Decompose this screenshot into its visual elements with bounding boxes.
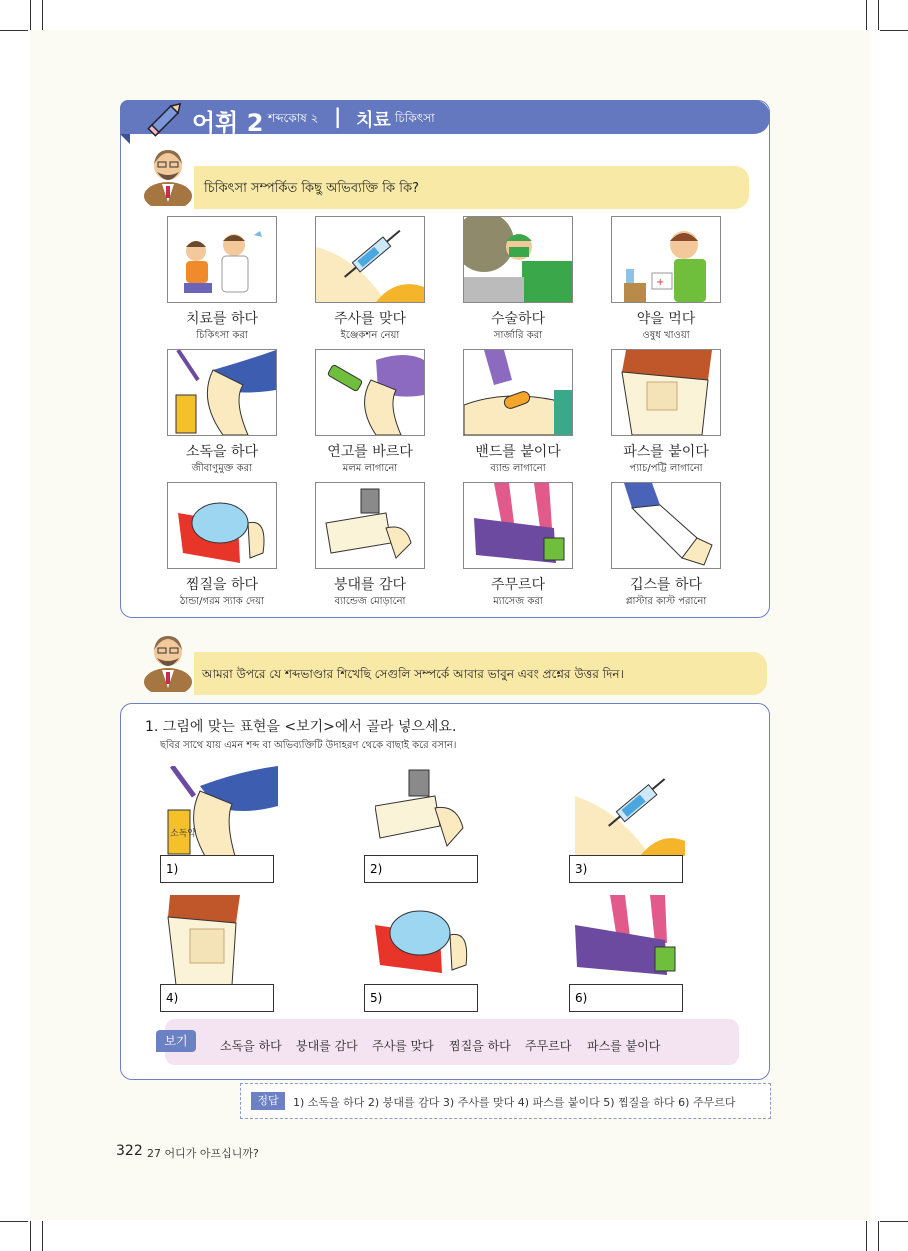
exercise-illustration xyxy=(575,895,715,985)
cast-illustration xyxy=(612,483,720,568)
vocab-card xyxy=(604,482,754,612)
question-title: 1. 그림에 맞는 표현을 <보기>에서 골라 넣으세요. xyxy=(145,719,457,735)
answer-blank[interactable] xyxy=(364,984,478,1012)
blank-number: 1) xyxy=(166,862,179,876)
vocab-korean: 약을 먹다 xyxy=(636,311,696,327)
exercise-illustration xyxy=(575,766,715,856)
vocab-korean: 붕대를 감다 xyxy=(333,577,407,593)
crop-mark xyxy=(0,30,28,31)
section-header xyxy=(120,100,770,137)
answer-blank[interactable] xyxy=(569,855,683,883)
exercise-illustration xyxy=(160,895,300,985)
vocab-card xyxy=(604,216,754,346)
vocab-bengali: ব্যান্ডেজ মোড়ানো xyxy=(334,596,406,607)
crop-mark xyxy=(878,0,879,30)
vocab-illustration xyxy=(167,216,277,303)
header-topic-bn: চিকিৎসা xyxy=(395,111,435,125)
vocab-korean: 수술하다 xyxy=(490,311,546,327)
answer-key-label: 정답 xyxy=(251,1092,285,1110)
vocab-korean: 연고를 바르다 xyxy=(327,444,413,460)
vocab-card xyxy=(160,216,310,346)
compress-illustration xyxy=(168,483,276,568)
speech-bubble xyxy=(194,652,767,695)
vocab-card xyxy=(456,482,606,612)
vocab-illustration xyxy=(463,482,573,569)
vocab-illustration xyxy=(611,349,721,436)
exercise-illustration xyxy=(370,895,510,985)
vocab-card xyxy=(160,482,310,612)
crop-mark xyxy=(0,1221,28,1222)
example-item: 파스를 붙이다 xyxy=(587,1039,661,1053)
example-item: 주사를 맞다 xyxy=(372,1039,434,1053)
example-item: 주무르다 xyxy=(525,1039,572,1053)
vocab-bengali: ম্যাসেজ করা xyxy=(493,596,543,607)
svg-text:+: + xyxy=(656,277,665,288)
exercise-illustration xyxy=(160,766,300,856)
patch-illustration xyxy=(612,350,720,435)
example-item: 소독을 하다 xyxy=(220,1039,282,1053)
chapter-title: 27 어디가 아프십니까? xyxy=(147,1147,259,1160)
vocab-illustration xyxy=(315,216,425,303)
prompt-text: আমরা উপরে যে শব্দভাণ্ডার শিখেছি সেগুলি সম্পর্কে আবার ভাবুন এবং প্রশ্নের উত্তর দিন। xyxy=(202,667,624,681)
answer-blank[interactable] xyxy=(569,984,683,1012)
ointment-illustration xyxy=(316,350,424,435)
speech-bubble xyxy=(194,166,749,209)
vocab-korean: 깁스를 하다 xyxy=(629,577,703,593)
header-subtitle: শব্দকোষ ২ xyxy=(268,111,319,125)
vocab-bengali: মলম লাগানো xyxy=(342,463,398,474)
vocab-card xyxy=(604,349,754,479)
patch-illustration xyxy=(160,895,300,985)
sample-label: 소독약 xyxy=(170,829,197,839)
vocab-illustration xyxy=(463,216,573,303)
vocab-bengali: ঠান্ডা/গরম স্যাক দেয়া xyxy=(180,596,264,607)
vocab-card xyxy=(308,349,458,479)
crop-mark xyxy=(30,0,31,30)
vocab-illustration xyxy=(167,349,277,436)
vocab-illustration xyxy=(167,482,277,569)
teacher-avatar xyxy=(140,626,196,692)
vocab-card xyxy=(308,216,458,346)
prompt-text: চিকিৎসা সম্পর্কিত কিছু অভিব্যক্তি কি কি? xyxy=(204,181,419,196)
injection-illustration xyxy=(575,766,715,856)
vocab-bengali: প্যাচ/পট্টি লাগানো xyxy=(629,463,703,474)
blank-number: 2) xyxy=(370,862,383,876)
vocab-korean: 치료를 하다 xyxy=(185,311,259,327)
pencil-icon xyxy=(146,98,186,138)
crop-mark xyxy=(866,0,867,30)
crop-mark xyxy=(878,1221,879,1251)
vocab-card xyxy=(456,216,606,346)
crop-mark xyxy=(42,0,43,30)
vocab-card xyxy=(456,349,606,479)
page-number: 322 xyxy=(116,1143,143,1159)
vocab-bengali: সার্জারি করা xyxy=(493,330,543,341)
vocab-bengali: জীবাণুমুক্ত করা xyxy=(191,463,253,474)
massage-illustration xyxy=(464,483,572,568)
doctor-treatment-illustration xyxy=(168,217,276,302)
question-subtitle: ছবির সাথে যায় এমন শব্দ বা অভিব্যক্তিটি উদাহরণ থেকে বাছাই করে বসান। xyxy=(160,740,457,751)
blank-number: 6) xyxy=(575,991,588,1005)
bandage-illustration xyxy=(464,350,572,435)
answer-blank[interactable] xyxy=(364,855,478,883)
wrap-bandage-illustration xyxy=(316,483,424,568)
example-item: 찜질을 하다 xyxy=(449,1039,511,1053)
vocab-illustration xyxy=(463,349,573,436)
blank-number: 4) xyxy=(166,991,179,1005)
vocab-bengali: চিকিৎসা করা xyxy=(196,330,248,341)
injection-illustration xyxy=(316,217,424,302)
disinfect-illustration xyxy=(168,350,276,435)
vocab-korean: 찜질을 하다 xyxy=(185,577,259,593)
header-topic: 치료 xyxy=(356,110,391,131)
vocab-korean: 소독을 하다 xyxy=(185,444,259,460)
vocab-illustration xyxy=(611,216,721,303)
vocab-korean: 주무르다 xyxy=(490,577,546,593)
surgery-illustration xyxy=(464,217,572,302)
teacher-avatar xyxy=(140,140,196,206)
crop-mark xyxy=(866,1221,867,1251)
answer-blank[interactable] xyxy=(160,984,274,1012)
blank-number: 5) xyxy=(370,991,383,1005)
exercise-illustration xyxy=(375,766,515,856)
medicine-illustration xyxy=(612,217,720,302)
example-label: 보기 xyxy=(156,1030,196,1052)
vocab-illustration xyxy=(315,349,425,436)
vocab-korean: 밴드를 붙이다 xyxy=(475,444,561,460)
massage-illustration xyxy=(575,895,715,985)
crop-mark xyxy=(30,1221,31,1251)
blank-number: 3) xyxy=(575,862,588,876)
wrap-bandage-illustration xyxy=(375,766,515,856)
vocab-bengali: ইঞ্জেকশন নেয়া xyxy=(340,330,400,341)
vocab-bengali: প্লাস্টার কাস্ট পরানো xyxy=(625,596,707,607)
vocab-card xyxy=(160,349,310,479)
crop-mark xyxy=(880,30,908,31)
vocab-korean: 파스를 붙이다 xyxy=(623,444,709,460)
vocab-bengali: ব্যান্ড লাগানো xyxy=(490,463,546,474)
answer-key-text: 1) 소독을 하다 2) 붕대를 감다 3) 주사를 맞다 4) 파스를 붙이다 5) 찜질을 하다 6) 주무르다 xyxy=(293,1096,736,1109)
header-title: 어휘 2 xyxy=(192,109,264,137)
vocab-bengali: ওষুধ খাওয়া xyxy=(642,330,690,341)
compress-illustration xyxy=(370,895,510,985)
header-separator: | xyxy=(334,104,342,128)
vocab-korean: 주사를 맞다 xyxy=(333,311,407,327)
crop-mark xyxy=(880,1221,908,1222)
disinfect-illustration xyxy=(160,766,300,856)
vocab-card xyxy=(308,482,458,612)
header-fold xyxy=(120,134,130,144)
example-item: 붕대를 감다 xyxy=(296,1039,358,1053)
vocab-illustration xyxy=(611,482,721,569)
answer-blank[interactable] xyxy=(160,855,274,883)
crop-mark xyxy=(42,1221,43,1251)
vocab-illustration xyxy=(315,482,425,569)
